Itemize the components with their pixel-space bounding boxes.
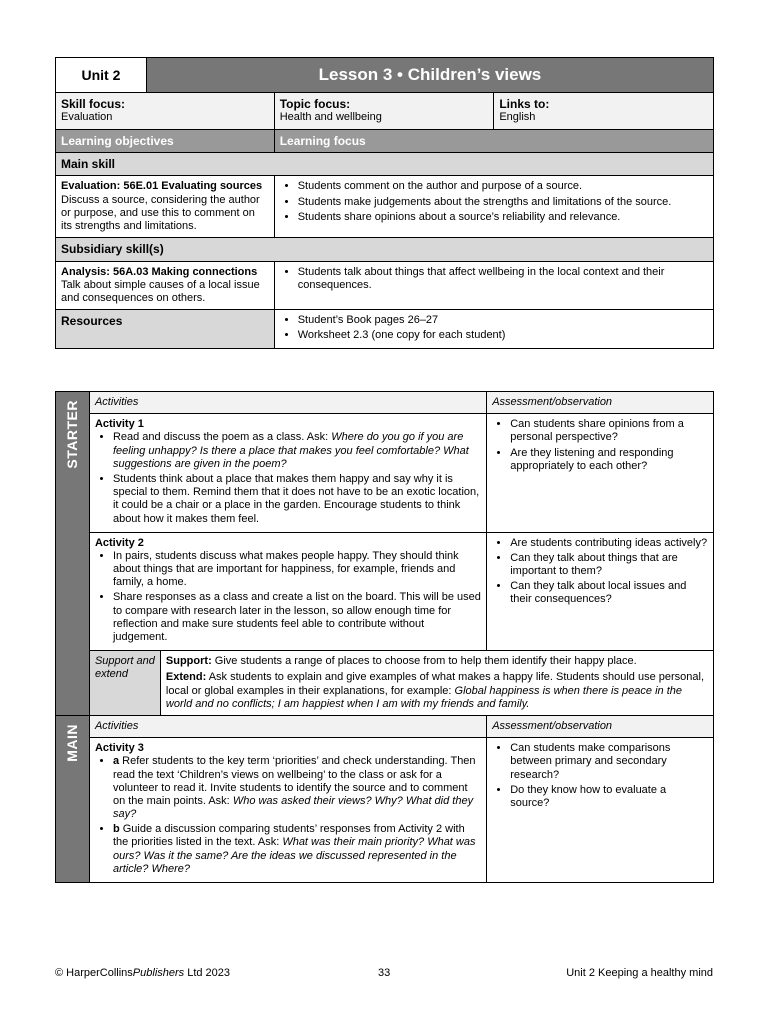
activities-table: [55, 391, 714, 883]
activity-1-assessment: [487, 414, 714, 533]
support-extend-content: Support: Give students a range of places to choose from to help them identify their happy place. Extend: Ask students to explain and give examples of what makes a happy life. Students should use personal, local or global examples in their explanations, for example: Global happiness is when there is peace in the world and no conflicts; I am happiest when I am with my friends and family.: [160, 651, 713, 716]
main-skill-objective: Evaluation: 56E.01 Evaluating sources Discuss a source, considering the author or purpose, and use this to comment on its strengths and limitations.: [56, 176, 275, 238]
activity-1: Activity 1 • Read and discuss the poem as a class. Ask: Where do you go if you are feeling unhappy? Is there a place that makes you feel comfortable? What suggestions are given in the poem? • Students think about a place that makes them happy and say why it is special to them. Remind them that it does not have to be an exotic location, it could be a chair or a place in the garden. Encourage students to think about how it makes them feel.: [89, 414, 486, 533]
activity-3: Activity 3 • a Refer students to the key term ‘priorities’ and check understanding. Then read the text ‘Children’s views on wellbeing’ to the class or ask for a volunteer to read it. Invite students to identify the source and to comment on the main points. Ask: Who was asked their views? Why? What did they say? • b Guide a discussion comparing students’ responses from Activity 2 with the priorities listed in the text. Ask: What was their main priority? What was ours? Was it the same? Are the ideas we discussed represented in the article? Where?: [89, 738, 486, 883]
starter-activities-header: Activities: [89, 392, 486, 414]
list-item: • Do they know how to evaluate a source?: [510, 784, 708, 810]
list-item: • Worksheet 2.3 (one copy for each student): [298, 329, 708, 342]
subsidiary-skill-header: Subsidiary skill(s): [56, 238, 714, 261]
footer-unit-title: Unit 2 Keeping a healthy mind: [566, 967, 713, 979]
lesson-overview-table: [55, 57, 714, 349]
main-side-label: MAIN: [56, 715, 90, 882]
subsidiary-skill-objective: Analysis: 56A.03 Making connections Talk about simple causes of a local issue and consequences on others.: [56, 261, 275, 310]
list-item: • Students share opinions about a source’s reliability and relevance.: [298, 211, 708, 224]
topic-focus: Topic focus: Health and wellbeing: [274, 93, 494, 130]
main-activities-header: Activities: [89, 715, 486, 737]
list-item: • Are they listening and responding appropriately to each other?: [510, 447, 708, 473]
unit-label: Unit 2: [56, 58, 147, 93]
page-number: 33: [378, 967, 391, 979]
skill-focus: Skill focus: Evaluation: [56, 93, 275, 130]
list-item: • Share responses as a class and create a list on the board. This will be used to compare with research later in the lesson, so allow enough time for reflection and make sure students feel able to contribute without judgement.: [113, 591, 481, 644]
subsidiary-skill-bullets: [280, 266, 708, 292]
list-item: • b Guide a discussion comparing students’ responses from Activity 2 with the priorities listed in the text. Ask: What was their main priority? What was ours? Was it the same? Are the ideas we discussed represented in the article? Where?: [113, 823, 481, 876]
activity-2: Activity 2 • In pairs, students discuss what makes people happy. They should think about things that are important for happiness, for example, friends and family, a home. • Share responses as a class and create a list on the board. This will be used to compare with research later in the lesson, so allow enough time for reflection and make sure students feel able to contribute without judgement.: [89, 532, 486, 651]
list-item: • Students talk about things that affect wellbeing in the local context and their consequences.: [298, 266, 708, 292]
main-skill-focus: [274, 176, 713, 238]
list-item: • Students make judgements about the strengths and limitations of the source.: [298, 196, 708, 209]
starter-side-label: STARTER: [56, 392, 90, 716]
list-item: • Are students contributing ideas actively?: [510, 537, 708, 550]
resources-list: [274, 310, 713, 349]
links-to: Links to: English: [494, 93, 714, 130]
learning-focus-header: Learning focus: [274, 129, 713, 152]
support-extend-label: Support and extend: [89, 651, 160, 716]
list-item: • In pairs, students discuss what makes people happy. They should think about things that are important for happiness, for example, friends and family, a home.: [113, 550, 481, 590]
lesson-title: Lesson 3 • Children’s views: [146, 58, 713, 93]
main-assessment-header: Assessment/observation: [487, 715, 714, 737]
list-item: • Can they talk about local issues and their consequences?: [510, 580, 708, 606]
activity-3-assessment: [487, 738, 714, 883]
list-item: • Student’s Book pages 26–27: [298, 314, 708, 327]
subsidiary-skill-focus: [274, 261, 713, 310]
list-item: • Students comment on the author and purpose of a source.: [298, 180, 708, 193]
main-skill-bullets: [280, 180, 708, 224]
list-item: • Read and discuss the poem as a class. Ask: Where do you go if you are feeling unhappy? Is there a place that makes you feel comfortable? What suggestions are given in the poem?: [113, 431, 481, 471]
learning-objectives-header: Learning objectives: [56, 129, 275, 152]
starter-assessment-header: Assessment/observation: [487, 392, 714, 414]
list-item: • Can they talk about things that are important to them?: [510, 552, 708, 578]
resources-header: Resources: [56, 310, 275, 349]
activity-2-assessment: [487, 532, 714, 651]
list-item: • Can students make comparisons between primary and secondary research?: [510, 742, 708, 782]
footer-copyright: © HarperCollinsPublishers Ltd 2023: [55, 967, 231, 979]
list-item: • a Refer students to the key term ‘priorities’ and check understanding. Then read the text ‘Children’s views on wellbeing’ to the class or ask for a volunteer to read it. Invite students to identify the source and to comment on the main points. Ask: Who was asked their views? Why? What did they say?: [113, 755, 481, 821]
list-item: • Can students share opinions from a personal perspective?: [510, 418, 708, 444]
main-skill-header: Main skill: [56, 152, 714, 175]
list-item: • Students think about a place that makes them happy and say why it is special to them. Remind them that it does not have to be an exotic location, it could be a chair or a place in the garden. Encourage students to think about how it makes them feel.: [113, 473, 481, 526]
